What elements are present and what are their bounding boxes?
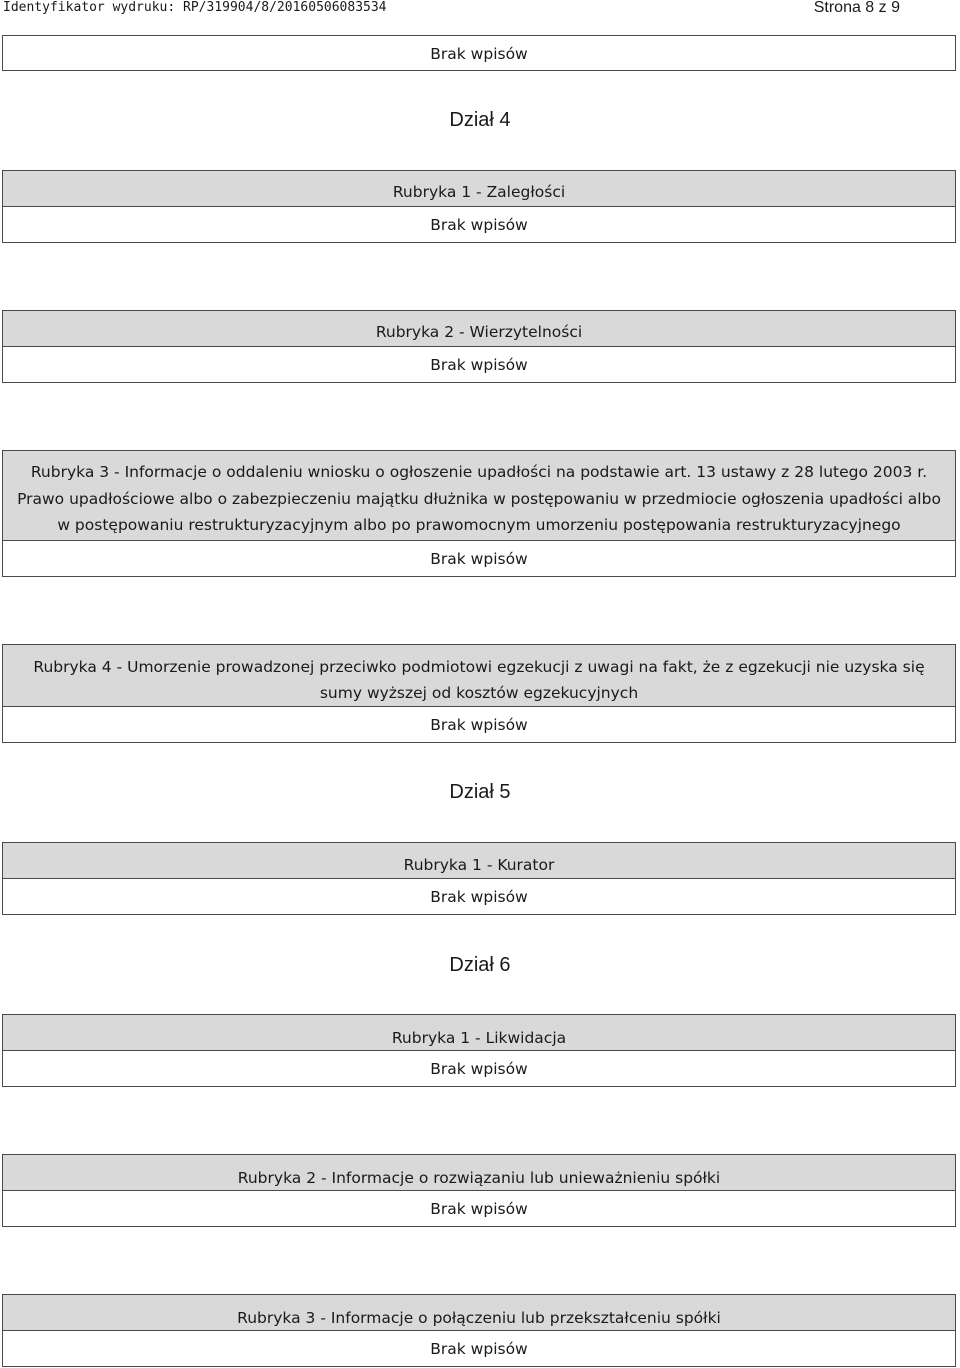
rubric-header-rozwiazanie-spolki: Rubryka 2 - Informacje o rozwiązaniu lub unieważnieniu spółki xyxy=(2,1154,956,1190)
entry-empty-oddalenie-wniosku: Brak wpisów xyxy=(2,540,956,577)
rubric-header-likwidacja: Rubryka 1 - Likwidacja xyxy=(2,1014,956,1050)
entry-empty-zaleglosci: Brak wpisów xyxy=(2,206,956,243)
entry-empty-rozwiazanie-spolki: Brak wpisów xyxy=(2,1190,956,1227)
entry-empty-kurator: Brak wpisów xyxy=(2,878,956,915)
page-number: Strona 8 z 9 xyxy=(813,0,900,16)
entry-empty-umorzenie-egzekucji: Brak wpisów xyxy=(2,706,956,743)
entry-empty-wierzytelnosci: Brak wpisów xyxy=(2,346,956,383)
rubric-header-polaczenie-spolki: Rubryka 3 - Informacje o połączeniu lub przekształceniu spółki xyxy=(2,1294,956,1330)
print-identifier: Identyfikator wydruku: RP/319904/8/20160506083534 xyxy=(3,0,387,15)
section-title-dzial-4: Dział 4 xyxy=(449,109,511,131)
page-header xyxy=(0,0,960,18)
rubric-header-zaleglosci: Rubryka 1 - Zaległości xyxy=(2,170,956,206)
rubric-header-wierzytelnosci: Rubryka 2 - Wierzytelności xyxy=(2,310,956,346)
section-title-dzial-6: Dział 6 xyxy=(449,954,511,976)
entry-empty-continued: Brak wpisów xyxy=(2,35,956,71)
rubric-header-kurator: Rubryka 1 - Kurator xyxy=(2,842,956,878)
entry-empty-polaczenie-spolki: Brak wpisów xyxy=(2,1330,956,1367)
rubric-header-oddalenie-wniosku: Rubryka 3 - Informacje o oddaleniu wniosku o ogłoszenie upadłości na podstawie art. 13 ustawy z 28 lutego 2003 r. Prawo upadłościowe albo o zabezpieczeniu majątku dłużnika w postępowaniu w przedmiocie ogłoszenia upadłości albo w postępowaniu restrukturyzacyjnym albo po prawomocnym umorzeniu postępowania restrukturyzacyjnego xyxy=(2,450,956,540)
section-title-dzial-5: Dział 5 xyxy=(449,781,511,803)
entry-empty-likwidacja: Brak wpisów xyxy=(2,1050,956,1087)
rubric-header-umorzenie-egzekucji: Rubryka 4 - Umorzenie prowadzonej przeciwko podmiotowi egzekucji z uwagi na fakt, że z egzekucji nie uzyska się sumy wyższej od kosztów egzekucyjnych xyxy=(2,644,956,706)
